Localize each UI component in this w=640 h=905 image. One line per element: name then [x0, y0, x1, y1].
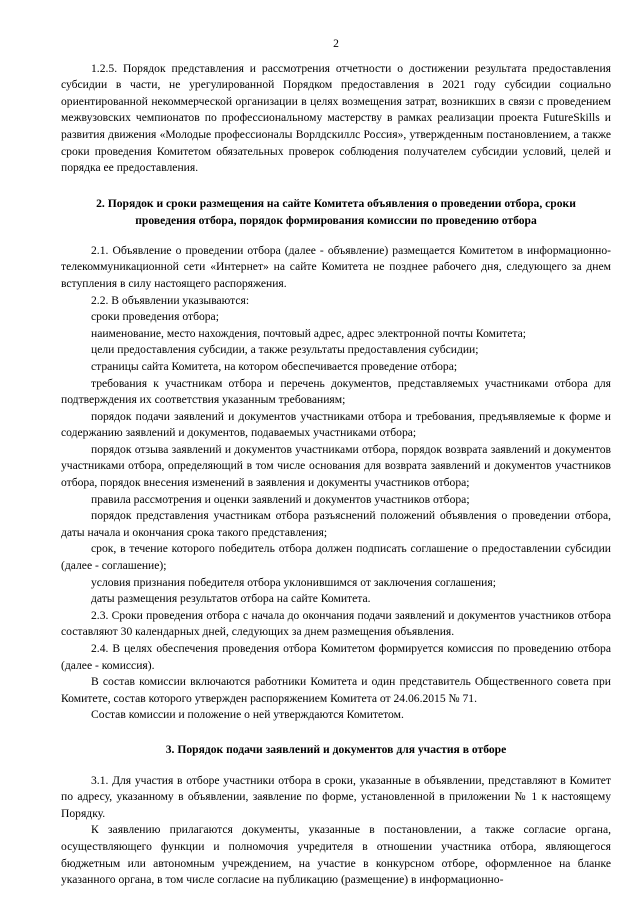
- paragraph-2-1: 2.1. Объявление о проведении отбора (далее - объявление) размещается Комитетом в информационно-телекоммуникационной сети «Интернет» на сайте Комитета не позднее рабочего дня, следующего за днем вступления в силу настоящего распоряжения.: [61, 243, 611, 290]
- section-2-body: [61, 243, 611, 724]
- list-item-deadlines: сроки проведения отбора;: [91, 310, 219, 324]
- section-2-heading: 2. Порядок и сроки размещения на сайте Комитета объявления о проведении отбора, сроки проведения отбора, порядок формирования комиссии по проведению отбора: [96, 196, 576, 227]
- document-page: [61, 36, 611, 889]
- section-3-heading: 3. Порядок подачи заявлений и документов для участия в отборе: [165, 742, 507, 756]
- paragraph-2-4: 2.4. В целях обеспечения проведения отбора Комитетом формируется комиссия по проведению отбора (далее - комиссия).: [61, 642, 611, 672]
- list-item-evaluation-rules: правила рассмотрения и оценки заявлений и документов участников отбора;: [91, 492, 470, 506]
- list-item-withdrawal-order: порядок отзыва заявлений и документов участниками отбора, порядок возврата заявлений и документов участниками отбора, определяющий в том числе основания для возврата заявлений и документов участников отбора, порядок внесения изменений в заявления и документы участников отбора;: [61, 442, 611, 490]
- list-item-name-address: наименование, место нахождения, почтовый адрес, адрес электронной почты Комитета;: [91, 326, 526, 340]
- list-item-goals: цели предоставления субсидии, а также результаты предоставления субсидии;: [91, 343, 479, 357]
- page-number: 2: [333, 37, 339, 50]
- paragraph-2-2: 2.2. В объявлении указываются:: [91, 293, 250, 307]
- list-item-agreement-term: срок, в течение которого победитель отбора должен подписать соглашение о предоставлении субсидии (далее - соглашение);: [61, 542, 611, 573]
- paragraph-3-1: 3.1. Для участия в отборе участники отбора в сроки, указанные в объявлении, представляют в Комитет по адресу, указанному в объявлении, заявление по форме, установленной в приложении № 1 к настоящему Порядку.: [61, 773, 611, 820]
- list-item-results-dates: даты размещения результатов отбора на сайте Комитета.: [91, 592, 371, 606]
- list-item-evasion-conditions: условия признания победителя отбора уклонившимся от заключения соглашения;: [91, 575, 496, 589]
- section-3-body: [61, 773, 611, 889]
- paragraph-2-3: 2.3. Сроки проведения отбора с начала до окончания подачи заявлений и документов участников отбора составляют 30 календарных дней, следующих за днем размещения объявления.: [61, 608, 611, 639]
- list-item-requirements: требования к участникам отбора и перечень документов, представляемых участниками отбора для подтверждения их соответствия указанным требованиям;: [61, 376, 611, 407]
- list-item-submission-order: порядок подачи заявлений и документов участниками отбора и требования, предъявляемые к форме и содержанию заявлений и документов, подаваемых участниками отбора;: [61, 409, 611, 440]
- list-item-site-pages: страницы сайта Комитета, на котором обеспечивается проведение отбора;: [91, 359, 458, 373]
- paragraph-1-2-5: 1.2.5. Порядок представления и рассмотрения отчетности о достижении результата предоставления субсидии в части, не урегулированной Порядком предоставления в 2021 году субсидии социально ориентированной некоммерческой организации в целях возмещения затрат, возникших в связи с проведением межвузовских чемпионатов по профессиональному мастерству в рамках реализации проекта FutureSkills и развития движения «Молодые профессионалы Ворлдскиллс Россия», утвержденным постановлением, а также сроки проведения Комитетом обязательных проверок соблюдения получателем субсидии условий, целей и порядка ее предоставления.: [61, 61, 611, 175]
- paragraph-commission-members: В состав комиссии включаются работники Комитета и один представитель Общественного совета при Комитете, состав которого утвержден распоряжением Комитета от 24.06.2015 № 71.: [61, 675, 611, 705]
- list-item-clarifications: порядок представления участникам отбора разъяснений положений объявления о проведении отбора, даты начала и окончания срока такого представления;: [61, 509, 611, 539]
- paragraph-attachments: К заявлению прилагаются документы, указанные в постановлении, а также согласие органа, осуществляющего функции и полномочия учредителя в отношении участника отбора, являющегося бюджетным или автономным учреждением, на участие в конкурсном отборе, оформленное на бланке указанного органа, в том числе согласие на публикацию (размещение) в информационно-: [61, 823, 611, 887]
- paragraph-commission-approval: Состав комиссии и положение о ней утверждаются Комитетом.: [91, 708, 404, 722]
